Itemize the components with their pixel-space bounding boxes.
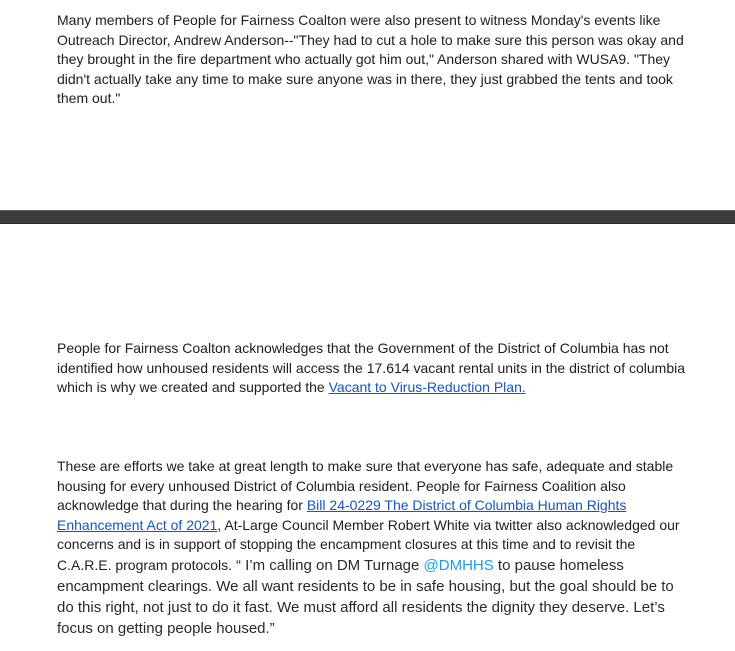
paragraph-vacant-units: [57, 339, 687, 398]
bill-24-0229-link[interactable]: Bill 24-0229 The District of Columbia Human Rights Enhancement Act of 2021: [57, 497, 627, 533]
paragraph-text: Many members of People for Fairness Coalton were also present to witness Monday's events like Outreach Director, Andrew Anderson--"They had to cut a hole to make sure this person was okay and they brought in the fire department who actually got him out," Anderson shared with WUSA9. "They didn't actually take any time to make sure anyone was in there, they just grabbed the tents and took them out.": [57, 12, 684, 106]
paragraph-text: People for Fairness Coalton acknowledges that the Government of the District of Columbia has not identified how unhoused residents will access the 17.614 vacant rental units in the district of columbia which is why we created and supported the: [57, 340, 686, 395]
quote-text: to pause homeless encampment clearings. We all want residents to be in safe housing, but the goal should be to do this right, not just to do it fast. We must afford all residents the dignity they deserve. Let’s focus on getting people housed.”: [57, 556, 674, 637]
paragraph-anderson-quote: [57, 11, 687, 109]
vacant-to-virus-reduction-plan-link[interactable]: Vacant to Virus-Reduction Plan.: [328, 379, 526, 395]
paragraph-housing-efforts: [57, 457, 687, 639]
document-page-top: [0, 0, 735, 210]
paragraph-text: , At-Large Council Member Robert White via twitter also acknowledged our concerns and is in support of stopping the encampment closures at this time and to revisit the C.A.R.E. program protocols.: [57, 516, 680, 573]
quote-text: “ I’m calling on DM Turnage: [235, 556, 424, 574]
twitter-handle-dmhhs[interactable]: @DMHHS: [423, 556, 494, 574]
page-break-divider: [0, 210, 735, 224]
paragraph-text: These are efforts we take at great length to make sure that everyone has safe, adequate and stable housing for every unhoused District of Columbia resident. People for Fairness Coalition also acknowledge that during the hearing for: [57, 458, 674, 513]
